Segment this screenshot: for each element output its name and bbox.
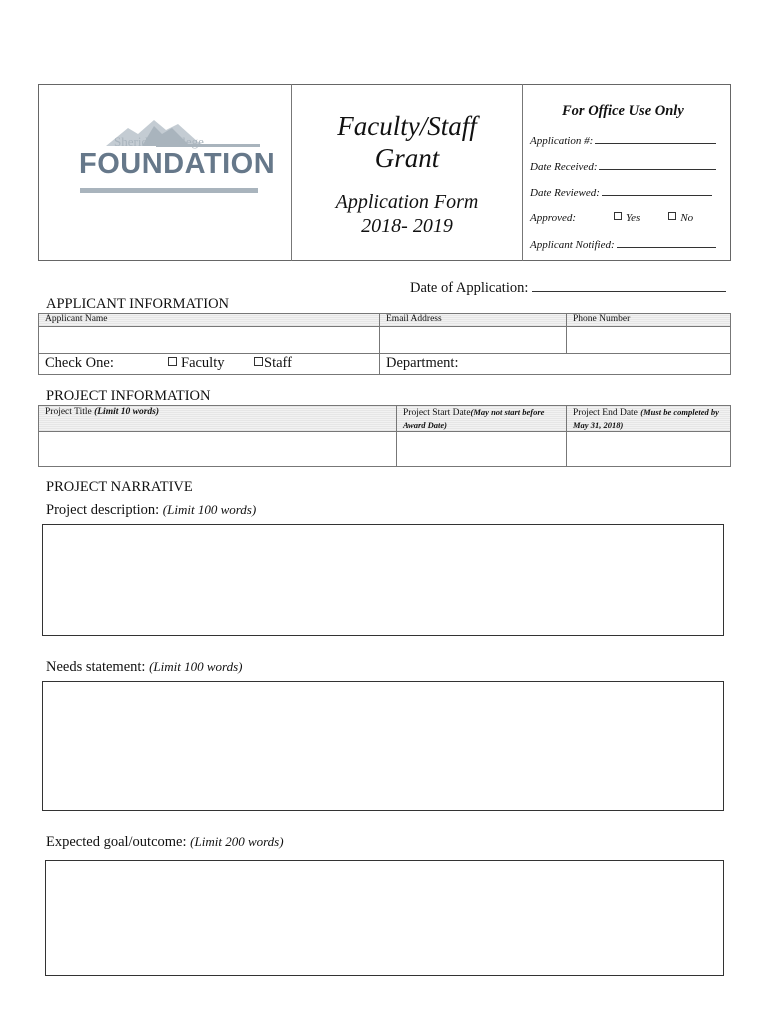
date-of-application[interactable] xyxy=(410,279,726,297)
col-email-address: Email Address xyxy=(386,314,442,324)
approved-yes-option[interactable] xyxy=(614,212,640,224)
needs-statement-question xyxy=(46,659,243,676)
project-info-heading: PROJECT INFORMATION xyxy=(46,388,211,404)
col-applicant-name: Applicant Name xyxy=(45,314,108,324)
needs-statement-textarea[interactable] xyxy=(42,681,724,811)
office-date-reviewed-label: Date Reviewed: xyxy=(530,187,600,199)
office-approved-row xyxy=(530,212,716,224)
form-title-line1: Faculty/Staff xyxy=(337,111,477,141)
office-date-reviewed[interactable] xyxy=(530,186,712,199)
col-project-title xyxy=(45,406,159,418)
applicant-name-field[interactable] xyxy=(39,327,379,353)
office-approved-label: Approved: xyxy=(530,212,577,224)
checkbox-icon xyxy=(614,212,622,220)
faculty-option[interactable] xyxy=(168,355,225,372)
project-description-label: Project description: xyxy=(46,502,160,518)
form-title-year: 2018- 2019 xyxy=(361,215,453,237)
check-one-label: Check One: xyxy=(45,355,114,371)
phone-number-field[interactable] xyxy=(567,327,730,353)
date-of-application-label: Date of Application: xyxy=(410,280,529,296)
email-address-field[interactable] xyxy=(380,327,566,353)
project-title-field[interactable] xyxy=(39,432,396,466)
office-use-heading: For Office Use Only xyxy=(562,103,684,119)
approved-no-label: No xyxy=(680,212,694,224)
logo-subtitle: Sheridan College xyxy=(114,134,204,149)
col-project-start-note: (May not start before Award Date) xyxy=(403,407,545,430)
expected-goal-textarea[interactable] xyxy=(45,860,724,976)
staff-option-label: Staff xyxy=(264,355,292,371)
staff-option[interactable] xyxy=(254,355,292,372)
office-applicant-notified[interactable] xyxy=(530,238,716,251)
office-application-number-label: Application #: xyxy=(530,135,594,147)
project-description-question xyxy=(46,502,256,519)
col-project-title-label: Project Title xyxy=(45,407,92,417)
form-title-line2: Grant xyxy=(374,143,440,173)
approved-yes-label: Yes xyxy=(626,212,641,224)
checkbox-icon xyxy=(254,357,263,366)
checkbox-icon xyxy=(168,357,177,366)
col-project-title-note: (Limit 10 words) xyxy=(94,407,160,417)
expected-goal-question xyxy=(46,834,284,851)
col-project-end-note: (Must be completed by May 31, 2018) xyxy=(573,407,719,430)
approved-no-option[interactable] xyxy=(668,212,693,224)
header-divider-right xyxy=(522,84,523,261)
office-applicant-notified-label: Applicant Notified: xyxy=(530,239,615,251)
expected-goal-label: Expected goal/outcome: xyxy=(46,834,187,850)
col-phone-number: Phone Number xyxy=(573,314,631,324)
col-project-start xyxy=(403,406,563,432)
logo-wordmark: FOUNDATION xyxy=(79,148,276,180)
needs-statement-limit: (Limit 100 words) xyxy=(149,659,243,674)
form-title-line3: Application Form xyxy=(335,191,479,213)
project-start-date-field[interactable] xyxy=(397,432,566,466)
expected-goal-limit: (Limit 200 words) xyxy=(190,834,284,849)
office-application-number[interactable] xyxy=(530,134,716,147)
logo-bottom-bar xyxy=(80,188,258,193)
applicant-row-divider xyxy=(38,353,731,354)
project-end-date-field[interactable] xyxy=(567,432,730,466)
project-description-limit: (Limit 100 words) xyxy=(162,502,257,517)
checkbox-icon xyxy=(668,212,676,220)
office-date-received[interactable] xyxy=(530,160,716,173)
office-date-received-label: Date Received: xyxy=(530,161,598,173)
faculty-option-label: Faculty xyxy=(181,355,225,371)
col-project-start-label: Project Start Date xyxy=(403,408,471,418)
col-project-end-label: Project End Date xyxy=(573,408,638,418)
department-label: Department: xyxy=(386,355,459,371)
col-project-end xyxy=(573,406,723,432)
foundation-logo xyxy=(78,118,276,198)
date-of-application-line xyxy=(532,279,726,292)
applicant-info-heading: APPLICANT INFORMATION xyxy=(46,296,230,312)
project-narrative-heading: PROJECT NARRATIVE xyxy=(46,479,193,495)
department-field[interactable] xyxy=(470,355,730,374)
project-description-textarea[interactable] xyxy=(42,524,724,636)
needs-statement-label: Needs statement: xyxy=(46,659,146,675)
